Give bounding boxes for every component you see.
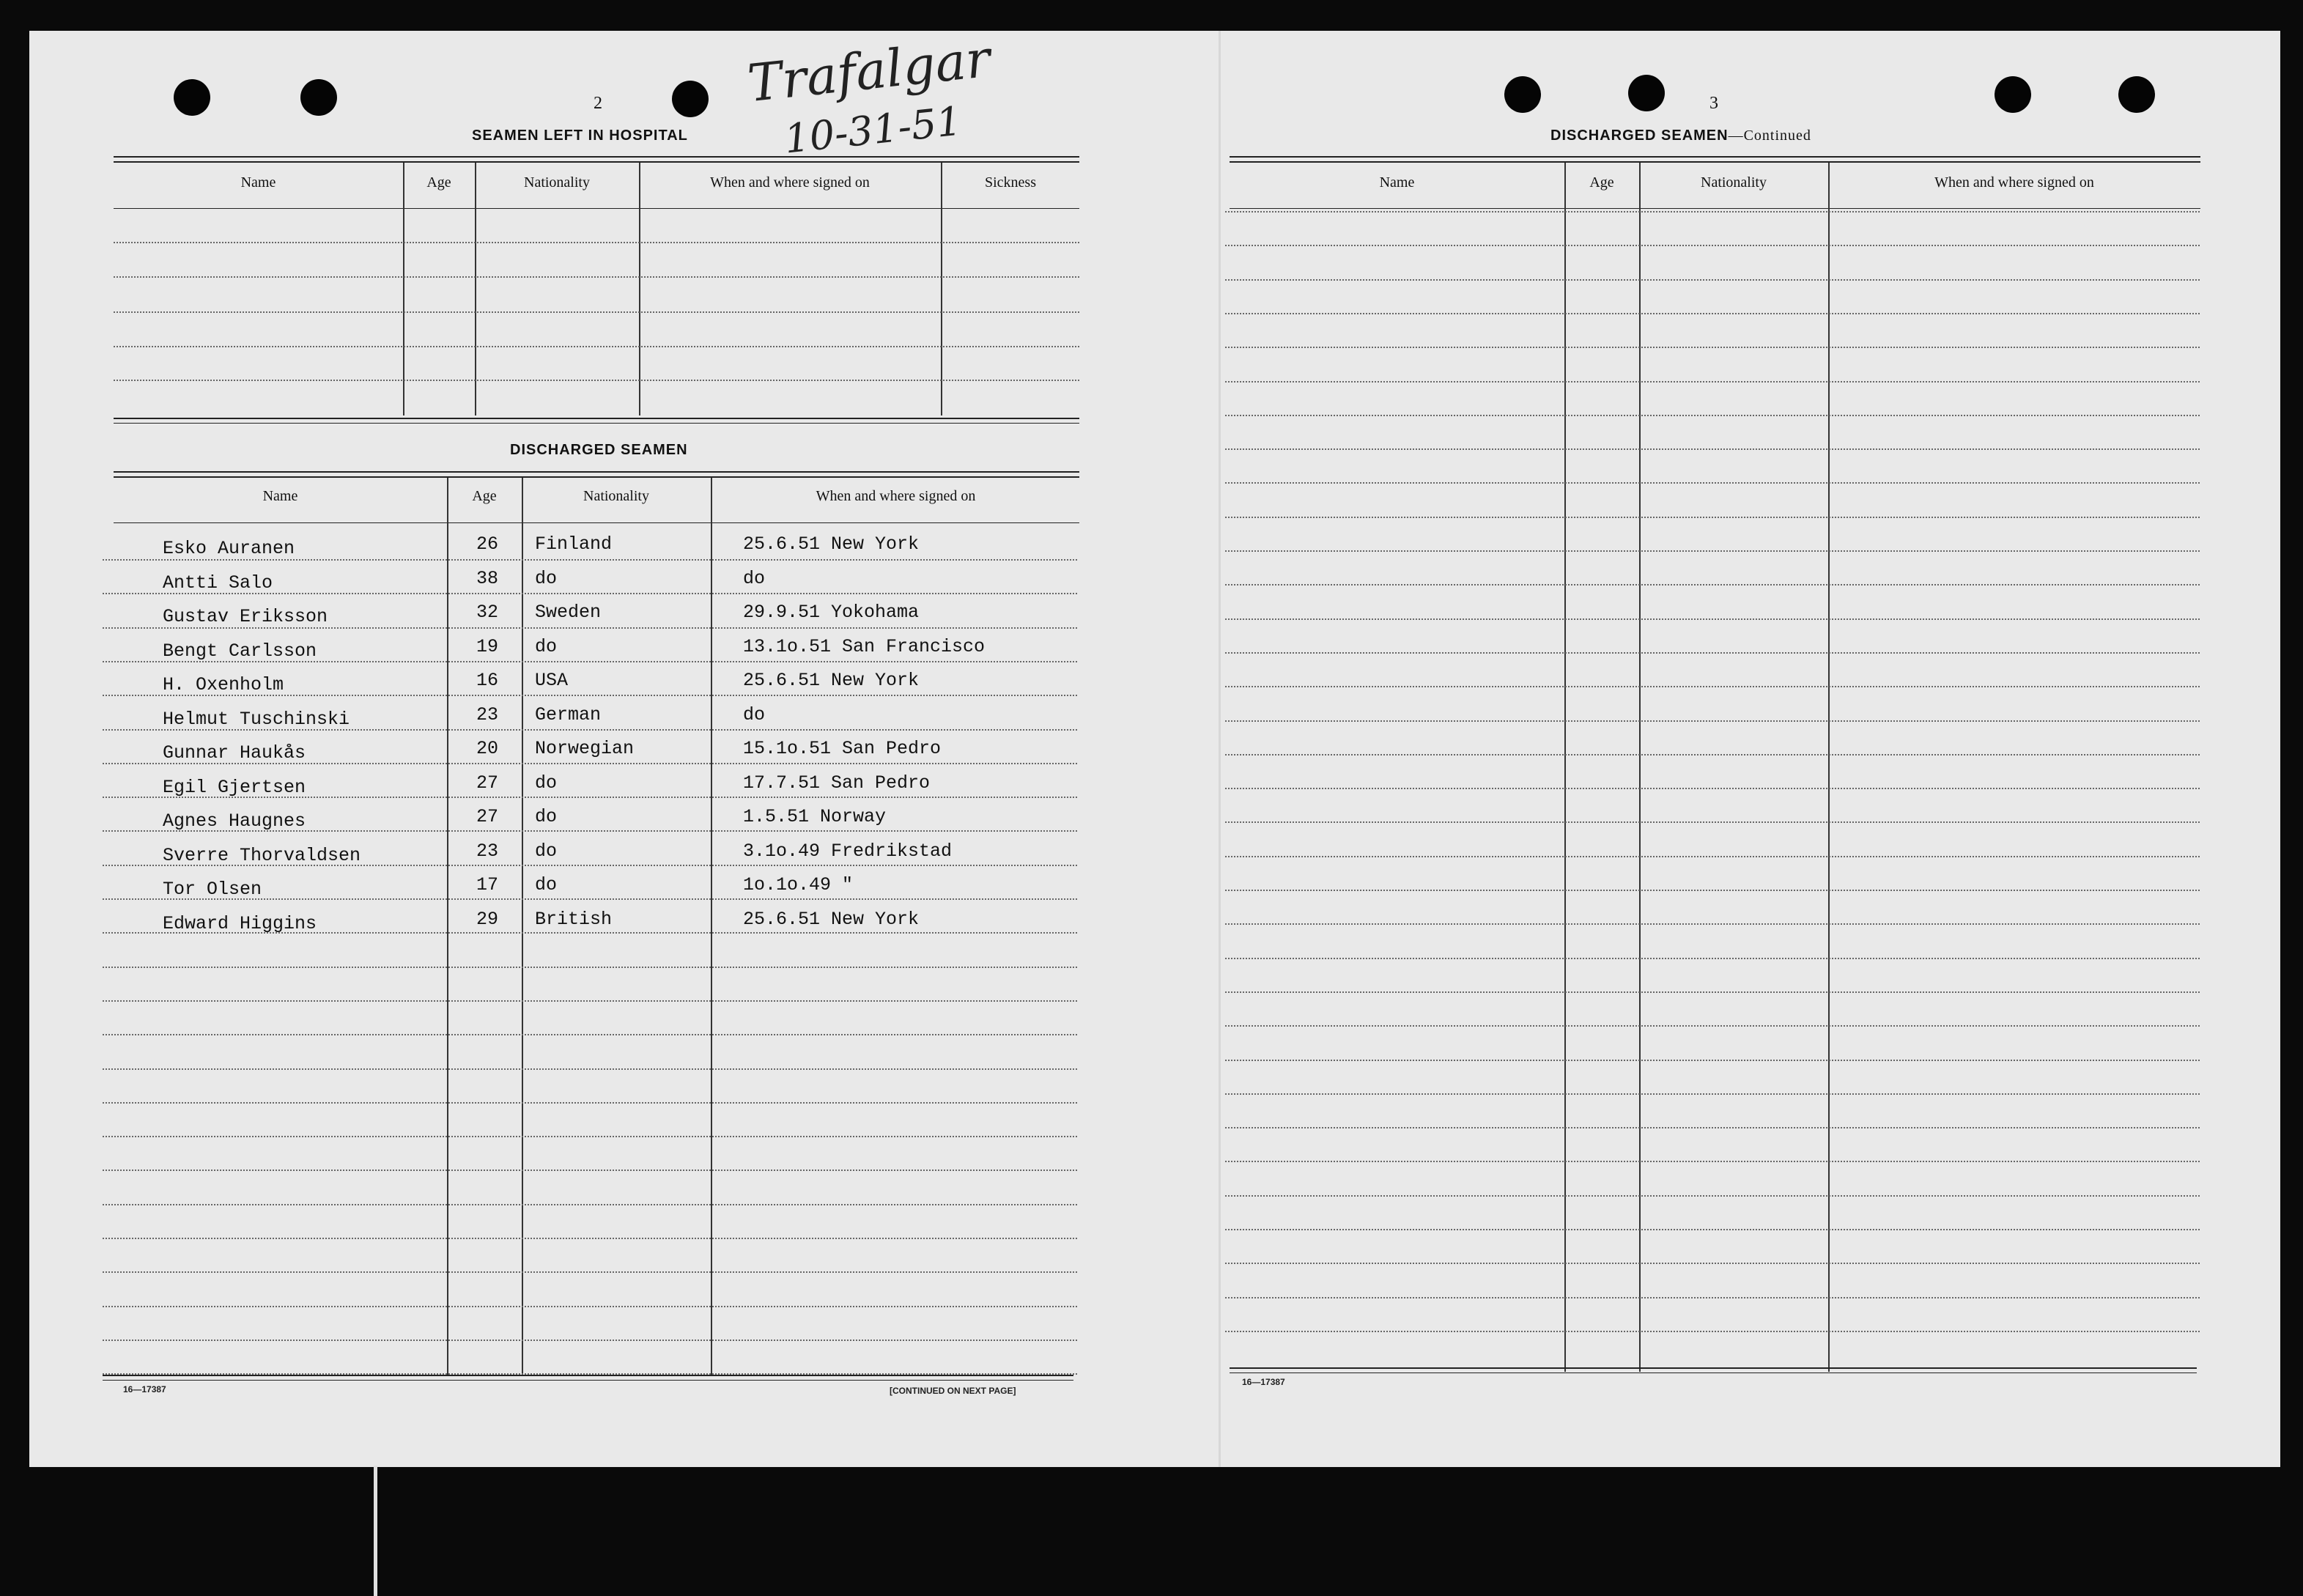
hospital-section-title: SEAMEN LEFT IN HOSPITAL [472, 128, 688, 144]
seaman-name: Bengt Carlsson [163, 640, 317, 662]
punch-hole [1995, 76, 2031, 113]
rule-line [1225, 788, 2200, 789]
discharged-col-name: Name [262, 488, 298, 504]
rule-line [103, 763, 1077, 764]
punch-hole [300, 79, 337, 116]
right-form-number: 16—17387 [1242, 1377, 1285, 1387]
rule-line [103, 729, 1077, 731]
rule-line [1225, 550, 2200, 552]
right-section-title: DISCHARGED SEAMEN—Continued [1550, 128, 1811, 144]
seaman-signed-on: 3.1o.49 Fredrikstad [743, 840, 953, 862]
seaman-signed-on: do [743, 703, 766, 725]
seaman-age: 27 [476, 806, 499, 827]
seaman-signed-on: 17.7.51 San Pedro [743, 772, 931, 794]
seaman-age: 17 [476, 874, 499, 895]
rule-line [1225, 686, 2200, 687]
rule-line [103, 1306, 1077, 1307]
seaman-signed-on: 13.1o.51 San Francisco [743, 635, 986, 657]
rule-line [1225, 1025, 2200, 1027]
handwritten-date: 10-31-51 [782, 97, 964, 163]
rule-line [103, 865, 1077, 866]
seaman-signed-on: 29.9.51 Yokohama [743, 602, 920, 623]
seaman-age: 38 [476, 567, 499, 589]
seaman-age: 23 [476, 703, 499, 725]
rule-line [103, 1000, 1077, 1002]
seaman-signed-on: do [743, 567, 766, 589]
rule-line [103, 627, 1077, 629]
right-page-number: 3 [1709, 94, 1718, 113]
rule-line [1225, 1297, 2200, 1298]
rule-line [1225, 1263, 2200, 1264]
rule-line [1225, 923, 2200, 925]
rule-line [103, 1340, 1077, 1341]
seaman-name: Gustav Eriksson [163, 606, 328, 627]
seaman-name: H. Oxenholm [163, 674, 284, 695]
right-col-signed-on: When and where signed on [1934, 174, 2094, 191]
left-form-number: 16—17387 [123, 1384, 166, 1394]
rule-line [103, 830, 1077, 832]
rule-line [103, 898, 1077, 900]
rule-line [1225, 1161, 2200, 1162]
seaman-signed-on: 1o.1o.49 " [743, 874, 854, 895]
seaman-name: Helmut Tuschinski [163, 708, 350, 730]
punch-hole [174, 79, 210, 116]
seaman-name: Sverre Thorvaldsen [163, 844, 361, 866]
rule-line [1225, 347, 2200, 348]
seaman-nationality: do [535, 874, 558, 895]
seaman-nationality: do [535, 567, 558, 589]
seaman-signed-on: 25.6.51 New York [743, 533, 920, 555]
rule-line [1225, 720, 2200, 722]
seaman-signed-on: 25.6.51 New York [743, 908, 920, 930]
right-col-name: Name [1379, 174, 1415, 191]
seaman-signed-on: 15.1o.51 San Pedro [743, 738, 942, 759]
seaman-name: Tor Olsen [163, 879, 262, 900]
seaman-nationality: do [535, 840, 558, 862]
handwritten-ship-name: Trafalgar [744, 28, 994, 114]
punch-hole [1504, 76, 1541, 113]
right-col-age: Age [1589, 174, 1614, 191]
punch-hole [2118, 76, 2155, 113]
rule-line [1225, 279, 2200, 281]
rule-line [103, 932, 1077, 934]
punch-hole [672, 81, 709, 117]
rule-line [1225, 313, 2200, 314]
hospital-col-name: Name [240, 174, 276, 191]
seaman-name: Antti Salo [163, 572, 273, 594]
rule-line [1225, 618, 2200, 620]
seaman-age: 32 [476, 602, 499, 623]
seaman-age: 26 [476, 533, 499, 555]
continued-note: [CONTINUED ON NEXT PAGE] [890, 1386, 1016, 1396]
seaman-nationality: do [535, 772, 558, 794]
seaman-age: 20 [476, 738, 499, 759]
rule-line [1225, 448, 2200, 450]
rule-line [1225, 1229, 2200, 1230]
rule-line [103, 1136, 1077, 1137]
page-fold [1219, 31, 1221, 1467]
rule-line [1225, 517, 2200, 518]
rule-line [1225, 821, 2200, 823]
seaman-nationality: German [535, 703, 602, 725]
seaman-nationality: British [535, 908, 613, 930]
rule-line [1225, 754, 2200, 755]
rule-line [1225, 1331, 2200, 1332]
seaman-age: 19 [476, 635, 499, 657]
rule-line [103, 967, 1077, 968]
rule-line [103, 695, 1077, 696]
seaman-nationality: Finland [535, 533, 613, 555]
rule-line [1225, 1127, 2200, 1128]
seaman-name: Egil Gjertsen [163, 776, 306, 798]
rule-line [1225, 381, 2200, 383]
seaman-nationality: do [535, 806, 558, 827]
hospital-col-sickness: Sickness [985, 174, 1036, 191]
discharged-col-nationality: Nationality [583, 488, 649, 504]
rule-line [1225, 652, 2200, 654]
rule-line [1225, 856, 2200, 857]
rule-line [103, 1238, 1077, 1239]
rule-line [103, 1068, 1077, 1070]
rule-line [103, 593, 1077, 594]
hospital-col-age: Age [426, 174, 451, 191]
seaman-nationality: USA [535, 670, 569, 691]
rule-line [1225, 245, 2200, 246]
seaman-nationality: do [535, 635, 558, 657]
rule-line [103, 1034, 1077, 1035]
discharged-col-age: Age [472, 488, 497, 504]
rule-line [1225, 584, 2200, 585]
seaman-age: 16 [476, 670, 499, 691]
seaman-name: Agnes Haugnes [163, 810, 306, 832]
seaman-nationality: Sweden [535, 602, 602, 623]
seaman-age: 27 [476, 772, 499, 794]
seaman-name: Esko Auranen [163, 538, 295, 559]
discharged-section-title: DISCHARGED SEAMEN [510, 442, 688, 458]
rule-line [1225, 1060, 2200, 1061]
seaman-age: 29 [476, 908, 499, 930]
hospital-col-signed-on: When and where signed on [710, 174, 870, 191]
seaman-signed-on: 25.6.51 New York [743, 670, 920, 691]
right-col-nationality: Nationality [1701, 174, 1767, 191]
rule-line [103, 661, 1077, 662]
rule-line [1225, 890, 2200, 891]
discharged-col-signed-on: When and where signed on [816, 488, 976, 504]
rule-line [1225, 1195, 2200, 1197]
hospital-col-nationality: Nationality [524, 174, 590, 191]
scan-artifact [374, 1466, 377, 1596]
rule-line [1225, 991, 2200, 993]
seaman-signed-on: 1.5.51 Norway [743, 806, 887, 827]
rule-line [103, 1204, 1077, 1205]
seaman-age: 23 [476, 840, 499, 862]
punch-hole [1628, 75, 1665, 111]
rule-line [103, 1271, 1077, 1273]
seaman-name: Gunnar Haukås [163, 742, 306, 764]
left-page-number: 2 [594, 94, 602, 113]
rule-line [103, 1102, 1077, 1104]
rule-line [103, 559, 1077, 561]
rule-line [1225, 958, 2200, 959]
rule-line [1225, 482, 2200, 484]
rule-line [1225, 1093, 2200, 1095]
rule-line [103, 797, 1077, 798]
rule-line [1225, 211, 2200, 213]
seaman-name: Edward Higgins [163, 912, 317, 934]
rule-line [103, 1170, 1077, 1171]
rule-line [1225, 415, 2200, 416]
seaman-nationality: Norwegian [535, 738, 635, 759]
